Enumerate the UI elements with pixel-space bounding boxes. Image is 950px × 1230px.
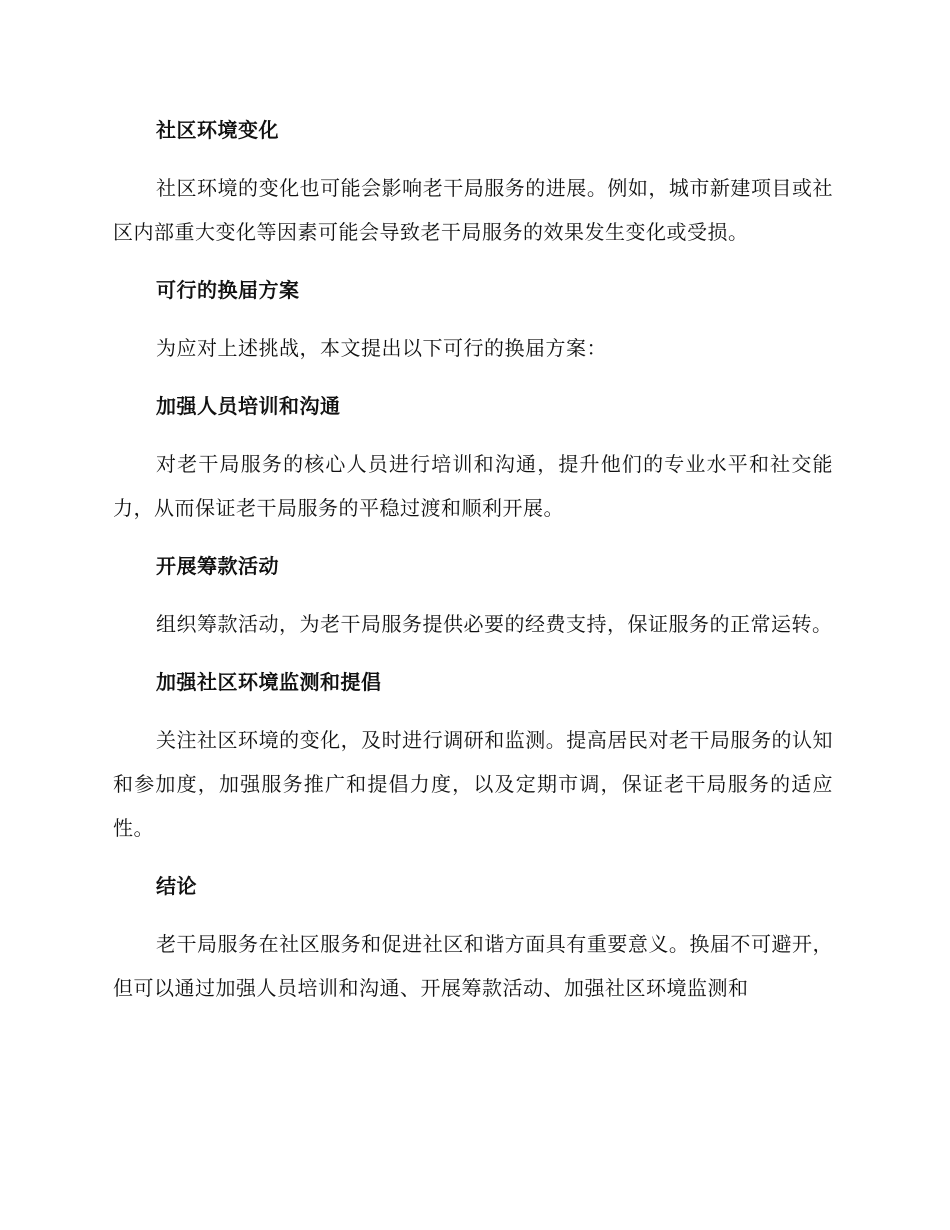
document-page bbox=[113, 108, 833, 1024]
section-paragraph-fundraising: 组织筹款活动，为老干局服务提供必要的经费支持，保证服务的正常运转。 bbox=[156, 612, 833, 636]
section-heading-community-environment: 社区环境变化 bbox=[156, 118, 279, 142]
section-paragraph-environment-monitoring: 关注社区环境的变化，及时进行调研和监测。提高居民对老干局服务的认知和参加度，加强服务推广和提倡力度，以及定期市调，保证老干局服务的适应性。 bbox=[113, 728, 833, 840]
section-heading-staff-training: 加强人员培训和沟通 bbox=[156, 394, 341, 418]
section-heading-environment-monitoring: 加强社区环境监测和提倡 bbox=[156, 670, 382, 694]
section-paragraph-community-environment: 社区环境的变化也可能会影响老干局服务的进展。例如，城市新建项目或社区内部重大变化等因素可能会导致老干局服务的效果发生变化或受损。 bbox=[113, 176, 833, 244]
section-paragraph-staff-training: 对老干局服务的核心人员进行培训和沟通，提升他们的专业水平和社交能力，从而保证老干局服务的平稳过渡和顺利开展。 bbox=[113, 452, 833, 520]
section-heading-fundraising: 开展筹款活动 bbox=[156, 554, 279, 578]
section-paragraph-feasible-plan: 为应对上述挑战，本文提出以下可行的换届方案： bbox=[156, 336, 607, 360]
section-heading-conclusion: 结论 bbox=[156, 874, 197, 898]
section-paragraph-conclusion: 老干局服务在社区服务和促进社区和谐方面具有重要意义。换届不可避开，但可以通过加强人员培训和沟通、开展筹款活动、加强社区环境监测和 bbox=[113, 932, 833, 1000]
section-heading-feasible-plan: 可行的换届方案 bbox=[156, 278, 300, 302]
